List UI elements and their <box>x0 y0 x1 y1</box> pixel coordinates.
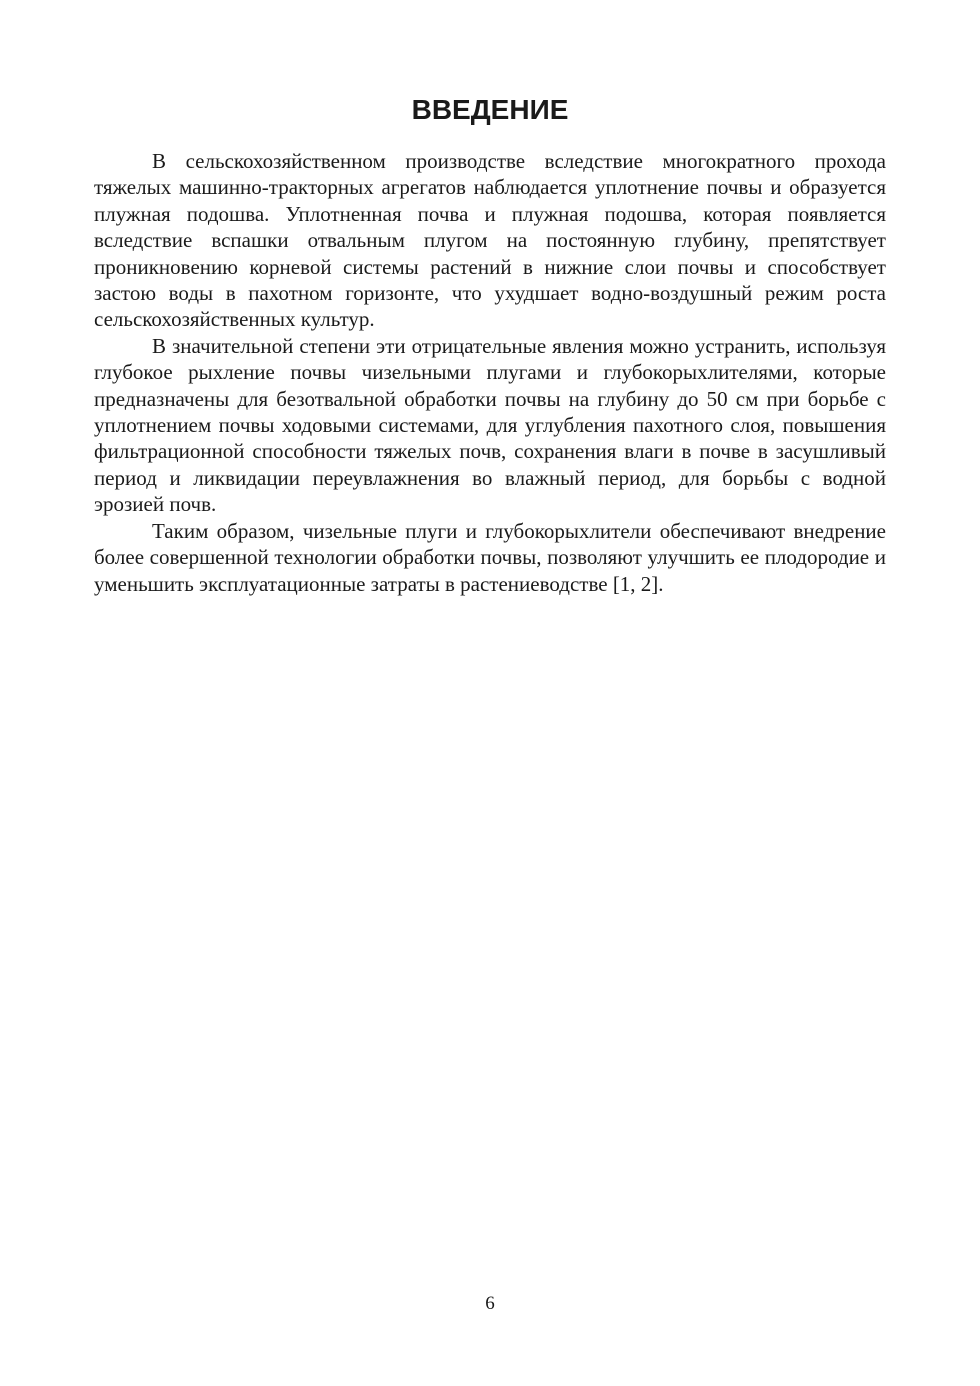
paragraph-1: В сельскохозяйственном производстве вследствие многократного прохода тяжелых машинно-тракторных агрегатов наблюдается уплотнение почвы и образуется плужная подошва. Уплотненная почва и плужная подошва, которая появляется вследствие вспашки отвальным плугом на постоянную глубину, препятствует проникновению корневой системы растений в нижние слои почвы и способствует застою воды в пахотном горизонте, что ухудшает водно-воздушный режим роста сельскохозяйственных культур. <box>94 149 886 332</box>
page-title: ВВЕДЕНИЕ <box>411 94 569 125</box>
body-text <box>94 148 886 597</box>
paragraph-3: Таким образом, чизельные плуги и глубокорыхлители обеспечивают внедрение более совершенной технологии обработки почвы, позволяют улучшить ее плодородие и уменьшить эксплуатационные затраты в растениеводстве [1, 2]. <box>94 518 886 596</box>
paragraph-2: В значительной степени эти отрицательные явления можно устранить, используя глубокое рыхление почвы чизельными плугами и глубокорыхлителями, которые предназначены для безотвальной обработки почвы на глубину до 50 см при борьбе с уплотнением почвы ходовыми системами, для углубления пахотного слоя, повышения фильтрационной способности тяжелых почв, сохранения влаги в почве в засушливый период и ликвидации переувлажнения во влажный период, для борьбы с водной эрозией почв. <box>94 333 886 517</box>
page-number: 6 <box>485 1293 495 1314</box>
